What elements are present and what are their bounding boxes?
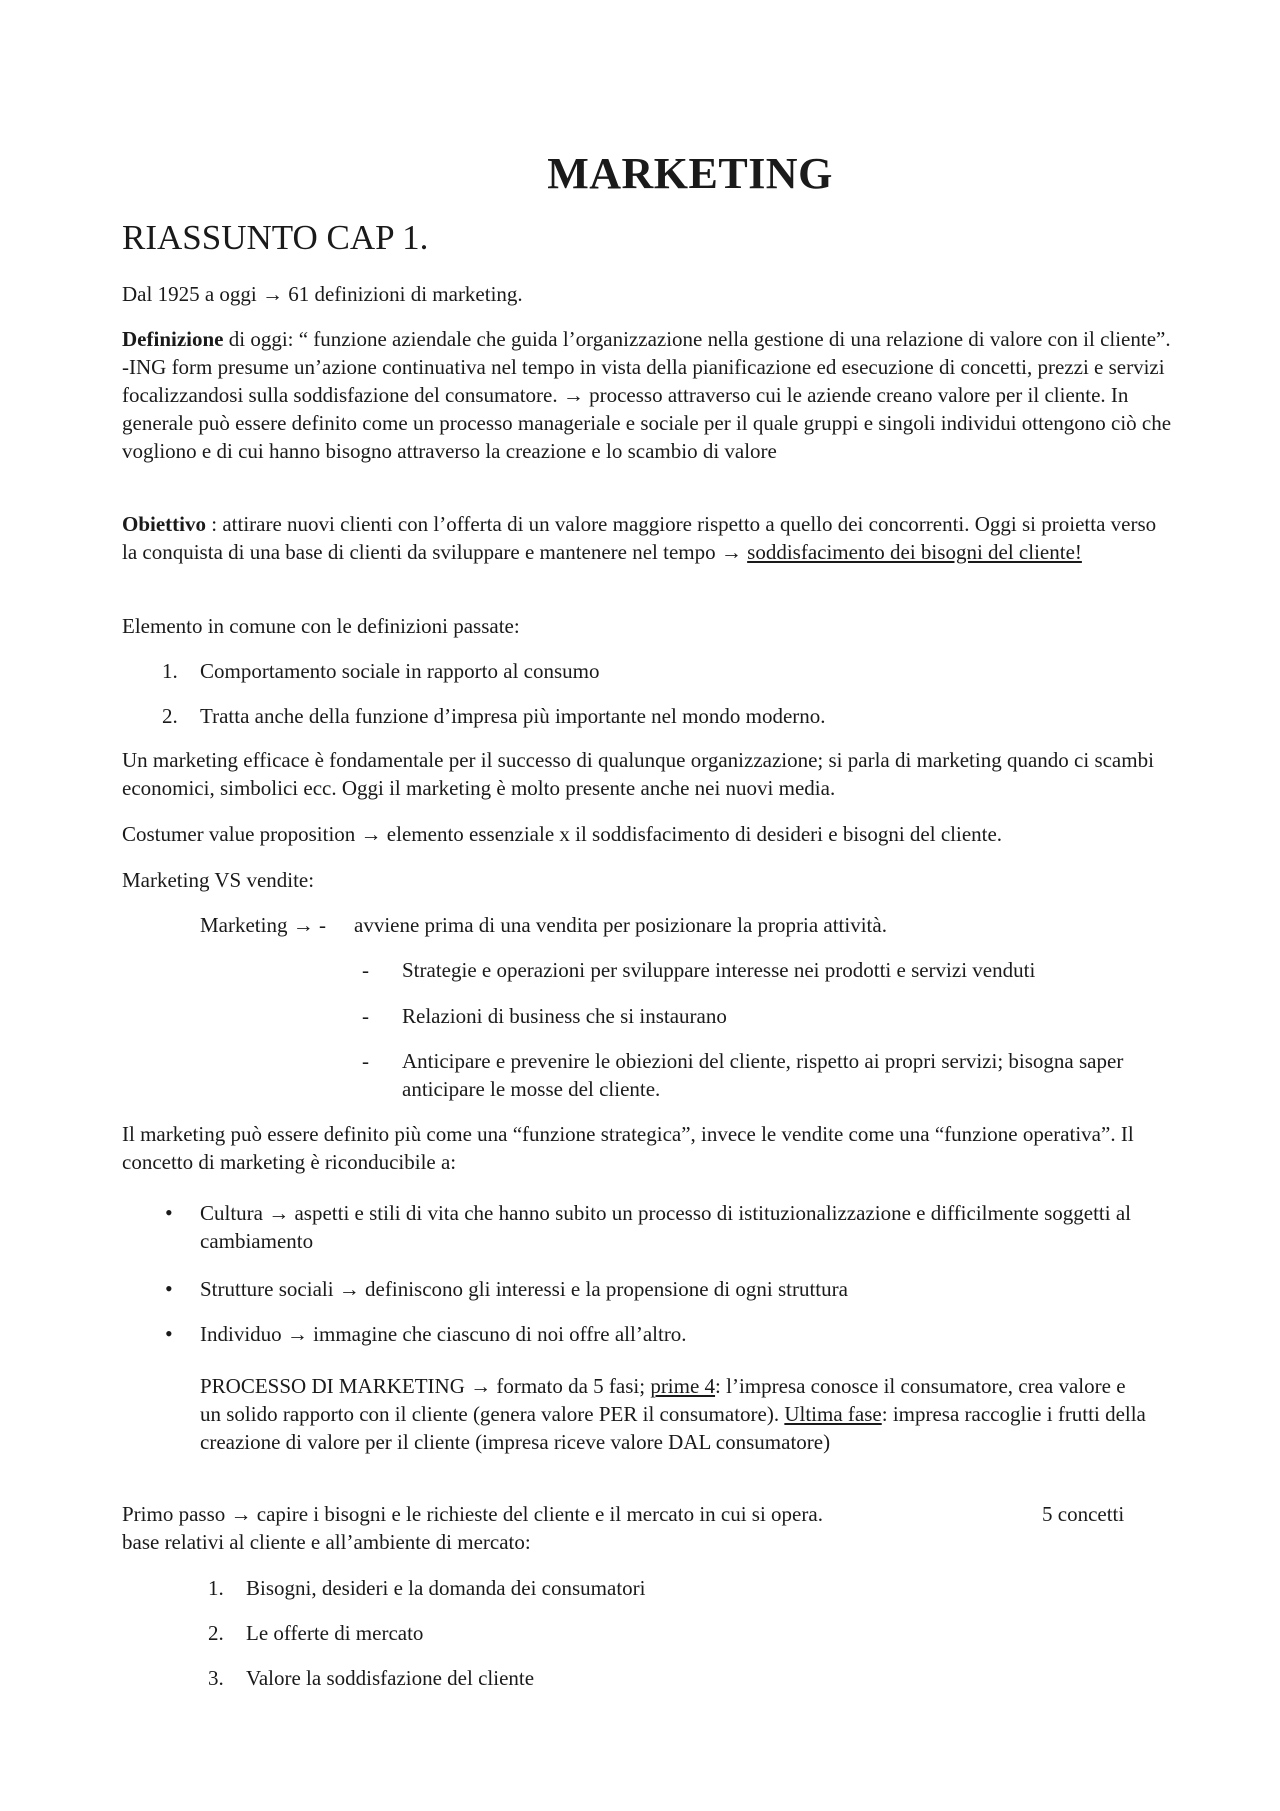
paragraph-definizione (122, 325, 1172, 465)
bullet-mark: • (165, 1321, 173, 1346)
list-item: Valore la soddisfazione del cliente (246, 1666, 535, 1690)
list-number: 3. (208, 1666, 224, 1690)
dash-mark: - (362, 958, 369, 982)
bullet-item: Cultura → aspetti e stili di vita che hanno subito un processo di istituzionalizzazione e difficilmente soggetti al cambiamento (200, 1201, 1131, 1253)
cinque-concetti-label: 5 concetti (1042, 1502, 1125, 1526)
paragraph-primo-passo (122, 1500, 1172, 1528)
dash-mark: - (362, 1049, 369, 1073)
list-number: 1. (208, 1576, 224, 1600)
bullet-mark: • (165, 1276, 173, 1301)
list-item: Bisogni, desideri e la domanda dei consumatori (246, 1576, 646, 1600)
marketing-lead: Marketing → - (200, 913, 326, 937)
paragraph-funzione-strategica: Il marketing può essere definito più come una “funzione strategica”, invece le vendite come una “funzione operativa”. Il concetto di marketing è riconducibile a: (122, 1122, 1134, 1174)
paragraph-obiettivo (122, 510, 1172, 566)
dash-item: Relazioni di business che si instaurano (402, 1004, 727, 1028)
processo-underlined-2: Ultima fase (784, 1402, 882, 1426)
definizione-label: Definizione (122, 327, 224, 351)
processo-underlined-1: prime 4 (650, 1374, 716, 1398)
dash-mark: - (362, 1004, 369, 1028)
bullet-item: Individuo → immagine che ciascuno di noi offre all’altro. (200, 1322, 687, 1346)
primo-passo-text: Primo passo → capire i bisogni e le richieste del cliente e il mercato in cui si opera. (122, 1502, 823, 1526)
list-item: Tratta anche della funzione d’impresa più importante nel mondo moderno. (200, 704, 826, 728)
obiettivo-underlined: soddisfacimento dei bisogni del cliente! (747, 540, 1082, 564)
list-item: Comportamento sociale in rapporto al consumo (200, 659, 600, 683)
definizione-text: di oggi: “ funzione aziendale che guida l’organizzazione nella gestione di una relazione di valore con il cliente”. -ING form presume un’azione continuativa nel tempo in vista della pianificazione ed esecuzione di concetti, prezzi e servizi focalizzandosi sulla soddisfazione del consumatore. → processo attraverso cui le aziende creano valore per il cliente. In generale può essere definito come un processo manageriale e sociale per il quale gruppi e singoli individui ottengono ciò che vogliono e di cui hanno bisogno attraverso la creazione e lo scambio di valore (122, 327, 1172, 463)
list-number: 2. (162, 704, 178, 728)
document-title: MARKETING (547, 149, 833, 198)
bullet-mark: • (165, 1200, 173, 1225)
paragraph-marketing-vs-vendite: Marketing VS vendite: (122, 868, 315, 892)
chapter-subtitle: RIASSUNTO CAP 1. (122, 218, 429, 257)
list-item: Le offerte di mercato (246, 1621, 424, 1645)
processo-text-c: : impresa raccoglie i frutti della creazione di valore per il cliente (impresa riceve valore DAL consumatore) (200, 1402, 1146, 1454)
paragraph-intro: Dal 1925 a oggi → 61 definizioni di marketing. (122, 282, 523, 306)
processo-text-a: PROCESSO DI MARKETING → formato da 5 fasi; (200, 1374, 651, 1398)
processo-text-b: : l’impresa conosce il consumatore, crea valore e un solido rapporto con il cliente (genera valore PER il consumatore). (200, 1374, 1126, 1426)
paragraph-primo-passo-cont: base relativi al cliente e all’ambiente di mercato: (122, 1530, 531, 1554)
list-number: 2. (208, 1621, 224, 1645)
obiettivo-text: : attirare nuovi clienti con l’offerta di un valore maggiore rispetto a quello dei concorrenti. Oggi si proietta verso la conquista di una base di clienti da sviluppare e mantenere nel tempo → (122, 512, 1157, 564)
marketing-first-point: avviene prima di una vendita per posizionare la propria attività. (354, 913, 887, 937)
paragraph-common-intro: Elemento in comune con le definizioni passate: (122, 614, 520, 638)
list-number: 1. (162, 659, 178, 683)
obiettivo-label: Obiettivo (122, 512, 206, 536)
bullet-item: Strutture sociali → definiscono gli interessi e la propensione di ogni struttura (200, 1277, 848, 1301)
dash-item: Strategie e operazioni per sviluppare interesse nei prodotti e servizi venduti (402, 958, 1036, 982)
paragraph-processo (200, 1372, 1150, 1456)
paragraph-efficace: Un marketing efficace è fondamentale per il successo di qualunque organizzazione; si parla di marketing quando ci scambi economici, simbolici ecc. Oggi il marketing è molto presente anche nei nuovi media. (122, 748, 1154, 800)
dash-item: Anticipare e prevenire le obiezioni del cliente, rispetto ai propri servizi; bisogna saper anticipare le mosse del cliente. (402, 1049, 1124, 1101)
paragraph-costumer-value: Costumer value proposition → elemento essenziale x il soddisfacimento di desideri e bisogni del cliente. (122, 822, 1003, 846)
